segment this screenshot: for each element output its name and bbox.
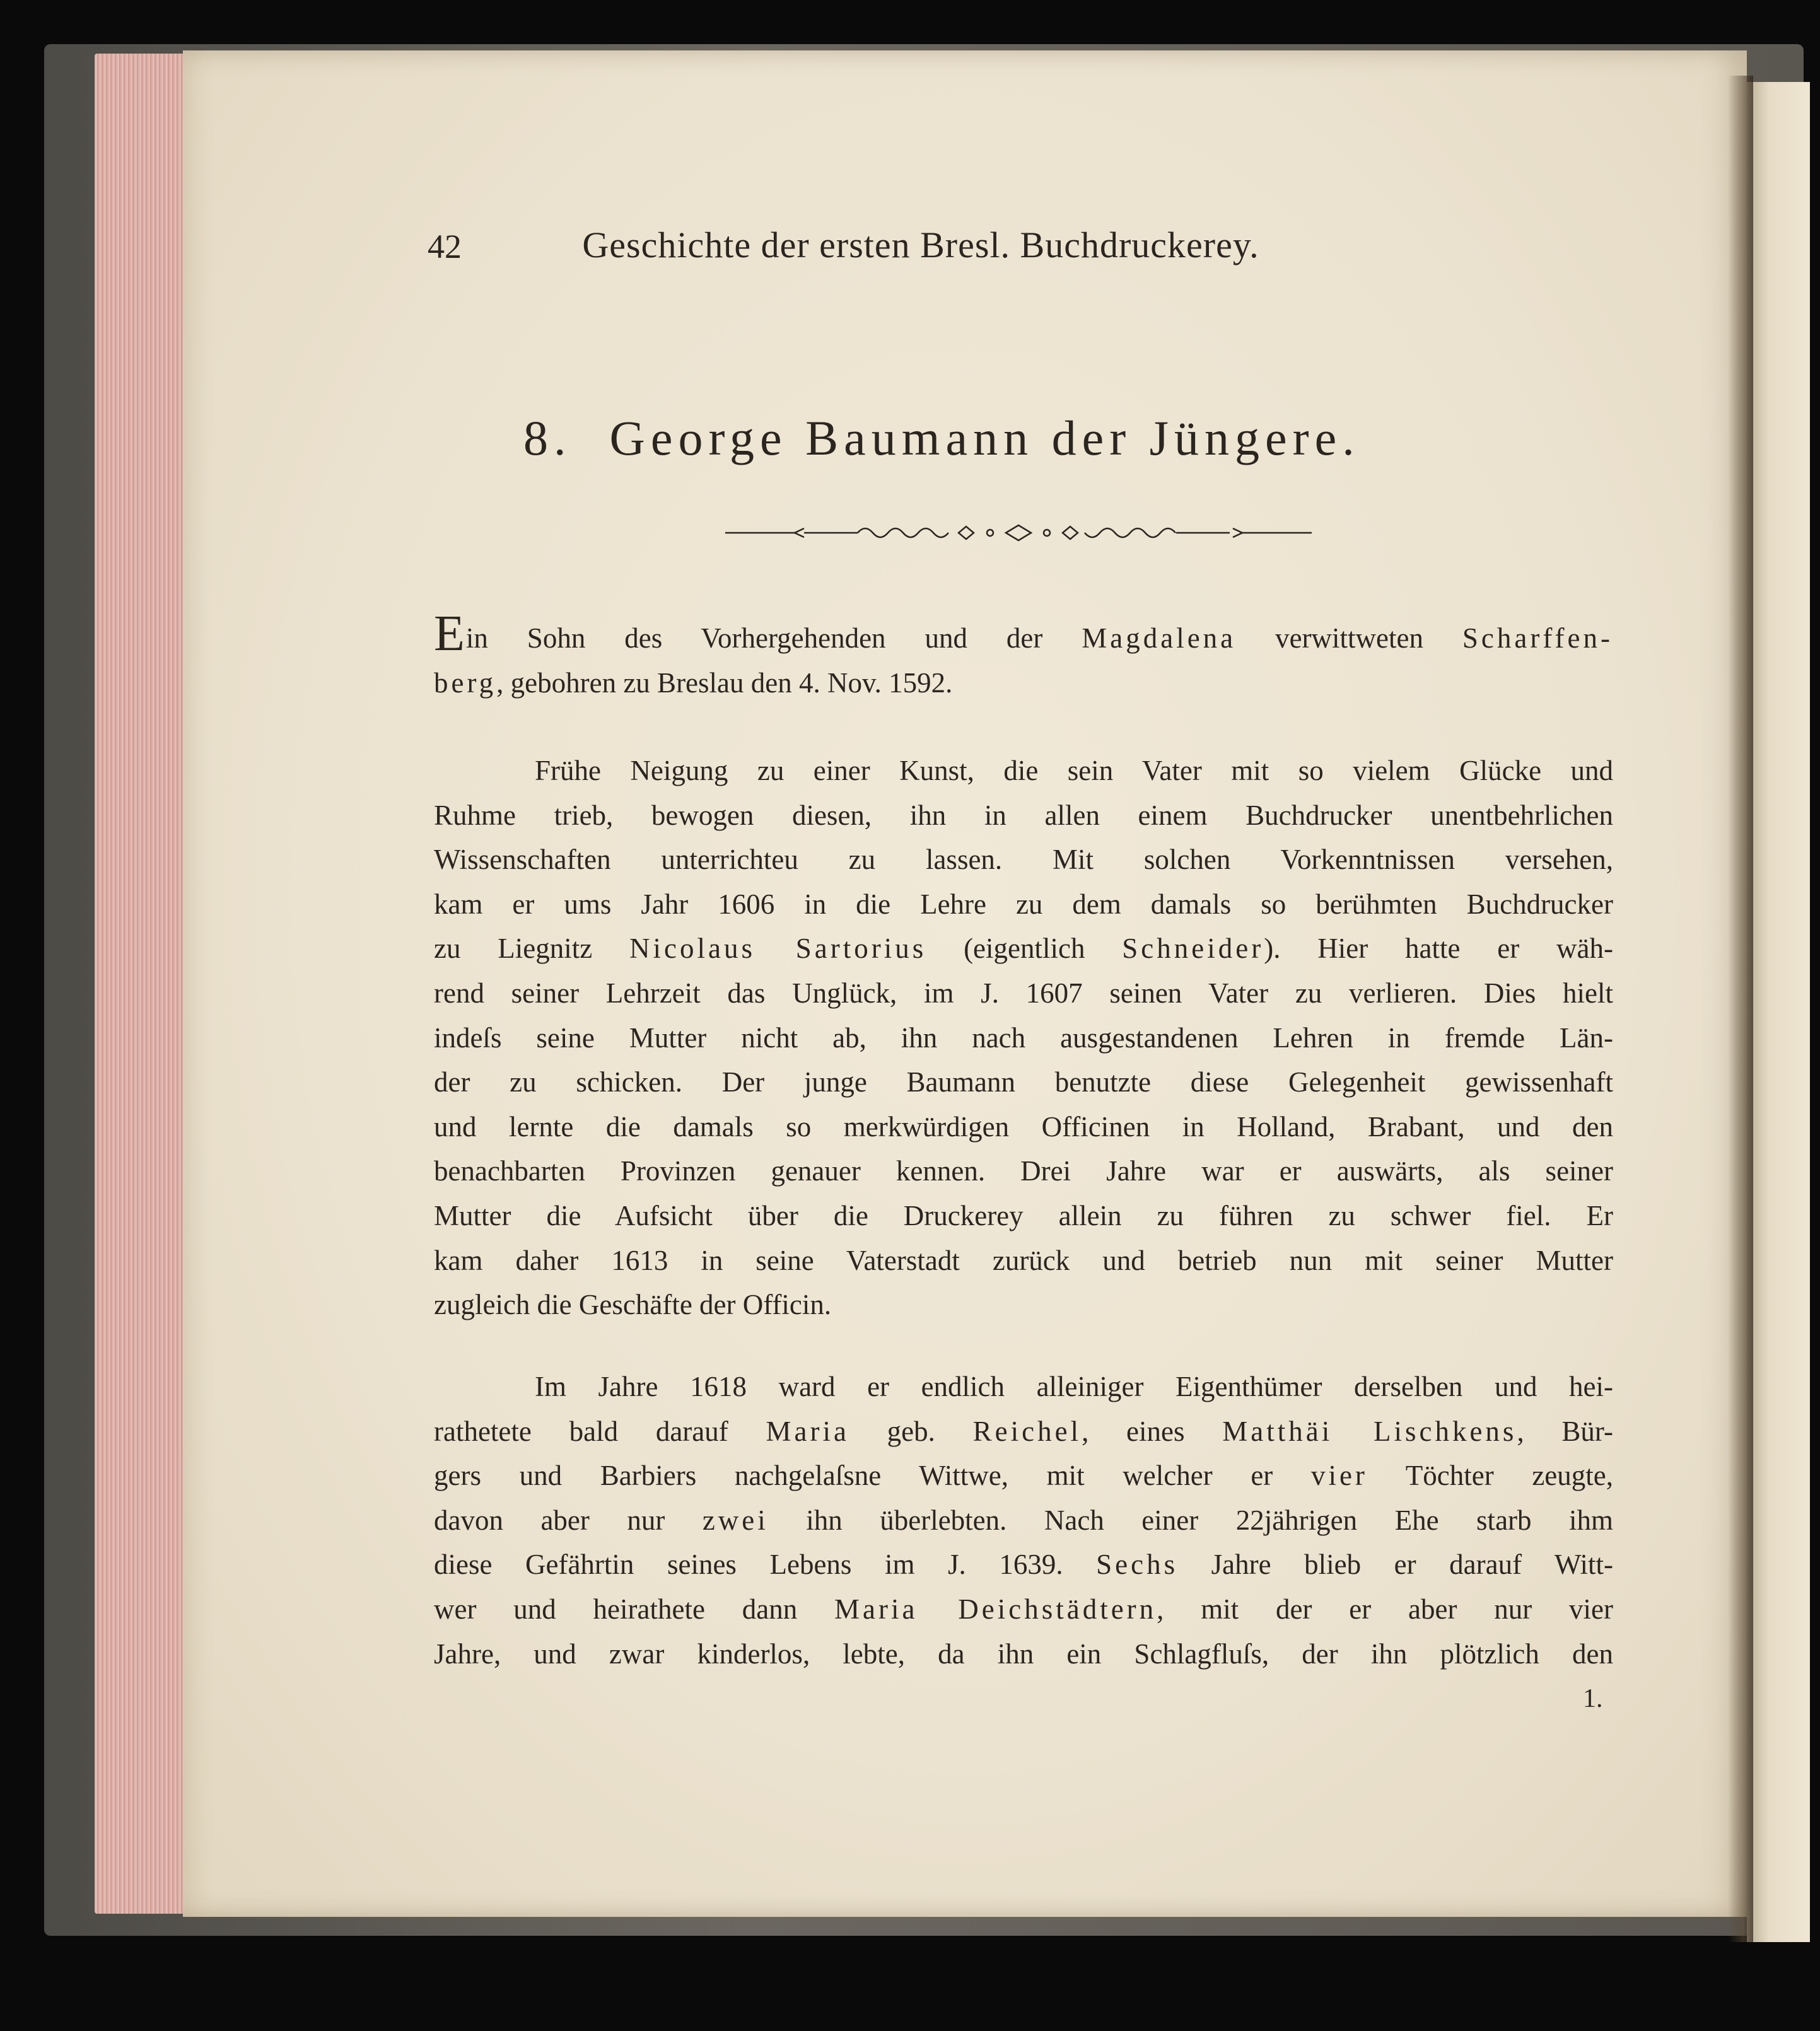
text-line: Frühe Neigung zu einer Kunst, die sein Vater mit so vielem Glücke und: [535, 755, 1613, 786]
text-line: kam er ums Jahr 1606 in die Lehre zu dem damals so berühmten Buchdrucker: [434, 888, 1613, 920]
text-line: Ein Sohn des Vorhergehenden und der Magdalena verwittweten Scharffen-: [434, 606, 1613, 661]
text-line: kam daher 1613 in seine Vaterstadt zurück und betrieb nun mit seiner Mutter: [434, 1244, 1613, 1276]
next-page-edge: [1747, 82, 1810, 1942]
text-line: zugleich die Geschäfte der Officin.: [434, 1289, 832, 1321]
text-line: zu Liegnitz Nicolaus Sartorius (eigentlich Schneider). Hier hatte er wäh-: [434, 933, 1613, 965]
text-line: Mutter die Aufsicht über die Druckerey allein zu führen zu schwer fiel. Er: [434, 1199, 1613, 1231]
text-line: und lernte die damals so merkwürdigen Officinen in Holland, Brabant, und den: [434, 1110, 1613, 1143]
text-line: benachbarten Provinzen genauer kennen. Drei Jahre war er auswärts, als seiner: [434, 1155, 1613, 1187]
text-line: wer und heirathete dann Maria Deichstädtern, mit der er aber nur vier: [434, 1593, 1613, 1625]
text-line: davon aber nur zwei ihn überlebten. Nach einer 22jährigen Ehe starb ihm: [434, 1504, 1614, 1536]
page-edges: [95, 54, 183, 1914]
running-head-title: Geschichte der ersten Bresl. Buchdruckerey.: [582, 224, 1259, 265]
drop-cap: E: [434, 606, 465, 661]
paragraph-1: [434, 606, 1613, 705]
paragraph-2: [434, 748, 1613, 1327]
page-number: 42: [428, 228, 462, 265]
chapter-name: George Baumann der Jüngere.: [609, 410, 1360, 465]
text-line: diese Gefährtin seines Lebens im J. 1639. Sechs Jahre blieb er darauf Witt-: [434, 1549, 1613, 1581]
text-line: rend seiner Lehrzeit das Unglück, im J. 1607 seinen Vater zu verlieren. Dies hielt: [434, 977, 1613, 1009]
ornamental-rule: [725, 517, 1312, 549]
chapter-number: 8.: [523, 410, 572, 465]
text-line: Ruhme trieb, bewogen diesen, ihn in allen einem Buchdrucker unentbehrlichen: [434, 799, 1613, 831]
text-line: berg, gebohren zu Breslau den 4. Nov. 1592.: [434, 666, 953, 699]
page-gutter-shadow: [1728, 76, 1753, 1942]
text-line: der zu schicken. Der junge Baumann benutzte diese Gelegenheit gewissenhaft: [434, 1066, 1613, 1098]
text-line: Wissenschaften unterrichteu zu lassen. Mit solchen Vorkenntnissen versehen,: [434, 844, 1613, 876]
text-line: Im Jahre 1618 ward er endlich alleiniger Eigenthümer derselben und hei-: [535, 1371, 1613, 1402]
text-line: indeſs seine Mutter nicht ab, ihn nach ausgestandenen Lehren in fremde Län-: [434, 1021, 1613, 1054]
text-line: rathetete bald darauf Maria geb. Reichel, eines Matthäi Lischkens, Bür-: [434, 1415, 1614, 1447]
text-line: gers und Barbiers nachgelaſsne Wittwe, mit welcher er vier Töchter zeugte,: [434, 1460, 1613, 1492]
catchword: 1.: [1583, 1684, 1603, 1713]
paragraph-3: [434, 1365, 1613, 1676]
text-line: Jahre, und zwar kinderlos, lebte, da ihn ein Schlagfluſs, der ihn plötzlich den: [434, 1638, 1613, 1670]
chapter-title: [523, 410, 1532, 467]
